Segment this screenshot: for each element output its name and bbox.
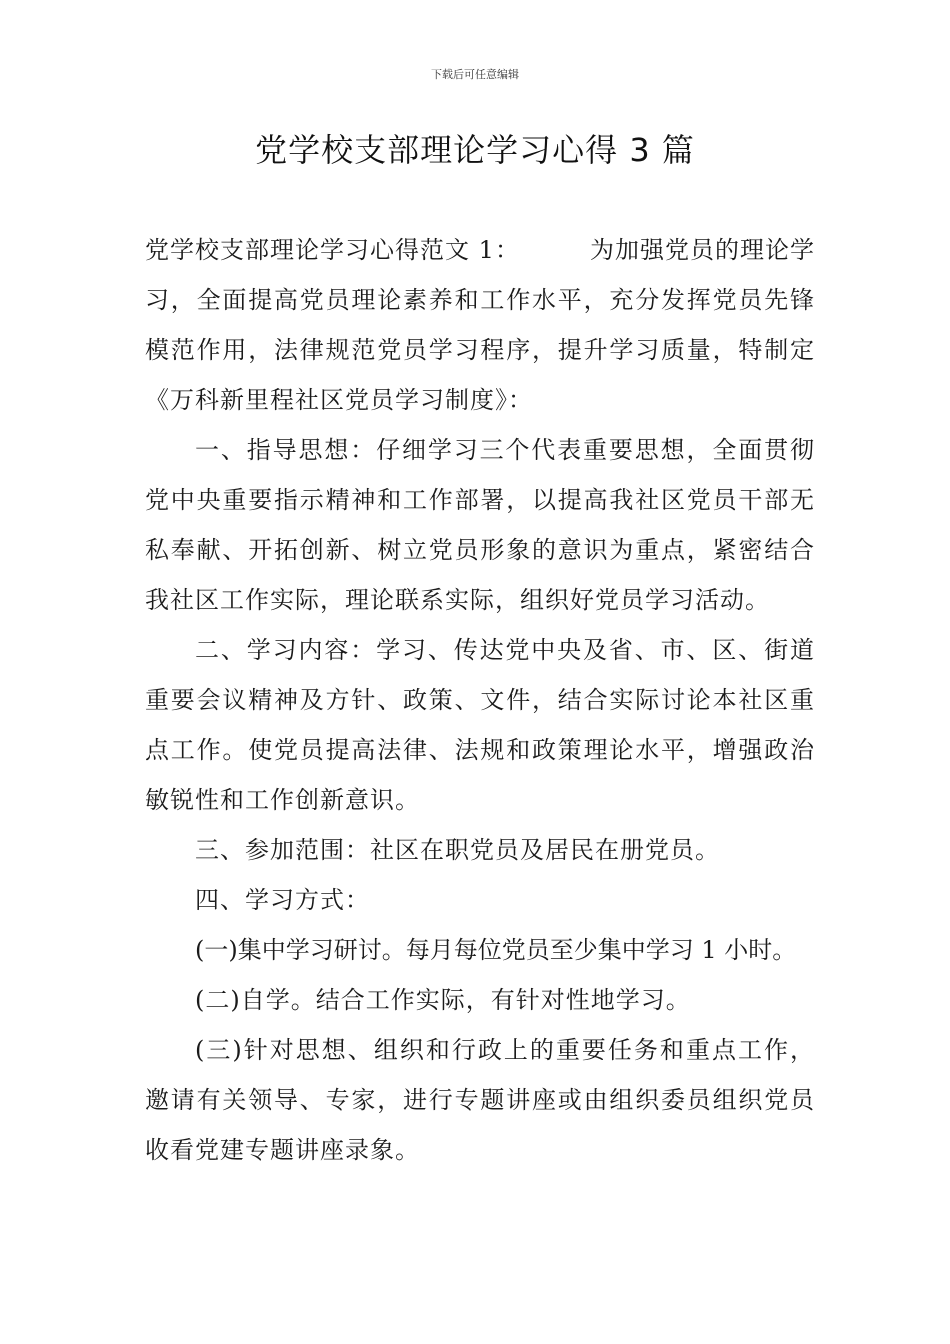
paragraph-participation-scope: 三、参加范围：社区在职党员及居民在册党员。 — [195, 836, 720, 864]
intro-paragraph — [145, 225, 815, 425]
paragraph-study-content: 二、学习内容：学习、传达党中央及省、市、区、街道重要会议精神及方针、政策、文件，结合实际讨论本社区重点工作。使党员提高法律、法规和政策理论水平，增强政治敏锐性和工作创新意识。 — [145, 636, 815, 814]
paragraph-study-method: 四、学习方式： — [195, 886, 370, 914]
intro-lead: 党学校支部理论学习心得范文 1： — [145, 236, 520, 264]
header-note: 下载后可任意编辑 — [431, 68, 519, 81]
document-body — [145, 225, 815, 1175]
intro-rest: 为加强党员的理论学习，全面提高党员理论素养和工作水平，充分发挥党员先锋模范作用，法律规范党员学习程序，提升学习质量，特制定《万科新里程社区党员学习制度》： — [145, 236, 816, 414]
document-title: 党学校支部理论学习心得 3 篇 — [255, 131, 695, 169]
paragraph-method-3: (三)针对思想、组织和行政上的重要任务和重点工作，邀请有关领导、专家，进行专题讲座或由组织委员组织党员收看党建专题讲座录象。 — [145, 1036, 815, 1164]
paragraph-guiding-thought: 一、指导思想：仔细学习三个代表重要思想，全面贯彻党中央重要指示精神和工作部署，以提高我社区党员干部无私奉献、开拓创新、树立党员形象的意识为重点，紧密结合我社区工作实际，理论联系实际，组织好党员学习活动。 — [145, 436, 815, 614]
paragraph-method-2: (二)自学。结合工作实际，有针对性地学习。 — [195, 986, 691, 1014]
paragraph-method-1: (一)集中学习研讨。每月每位党员至少集中学习 1 小时。 — [195, 936, 797, 964]
